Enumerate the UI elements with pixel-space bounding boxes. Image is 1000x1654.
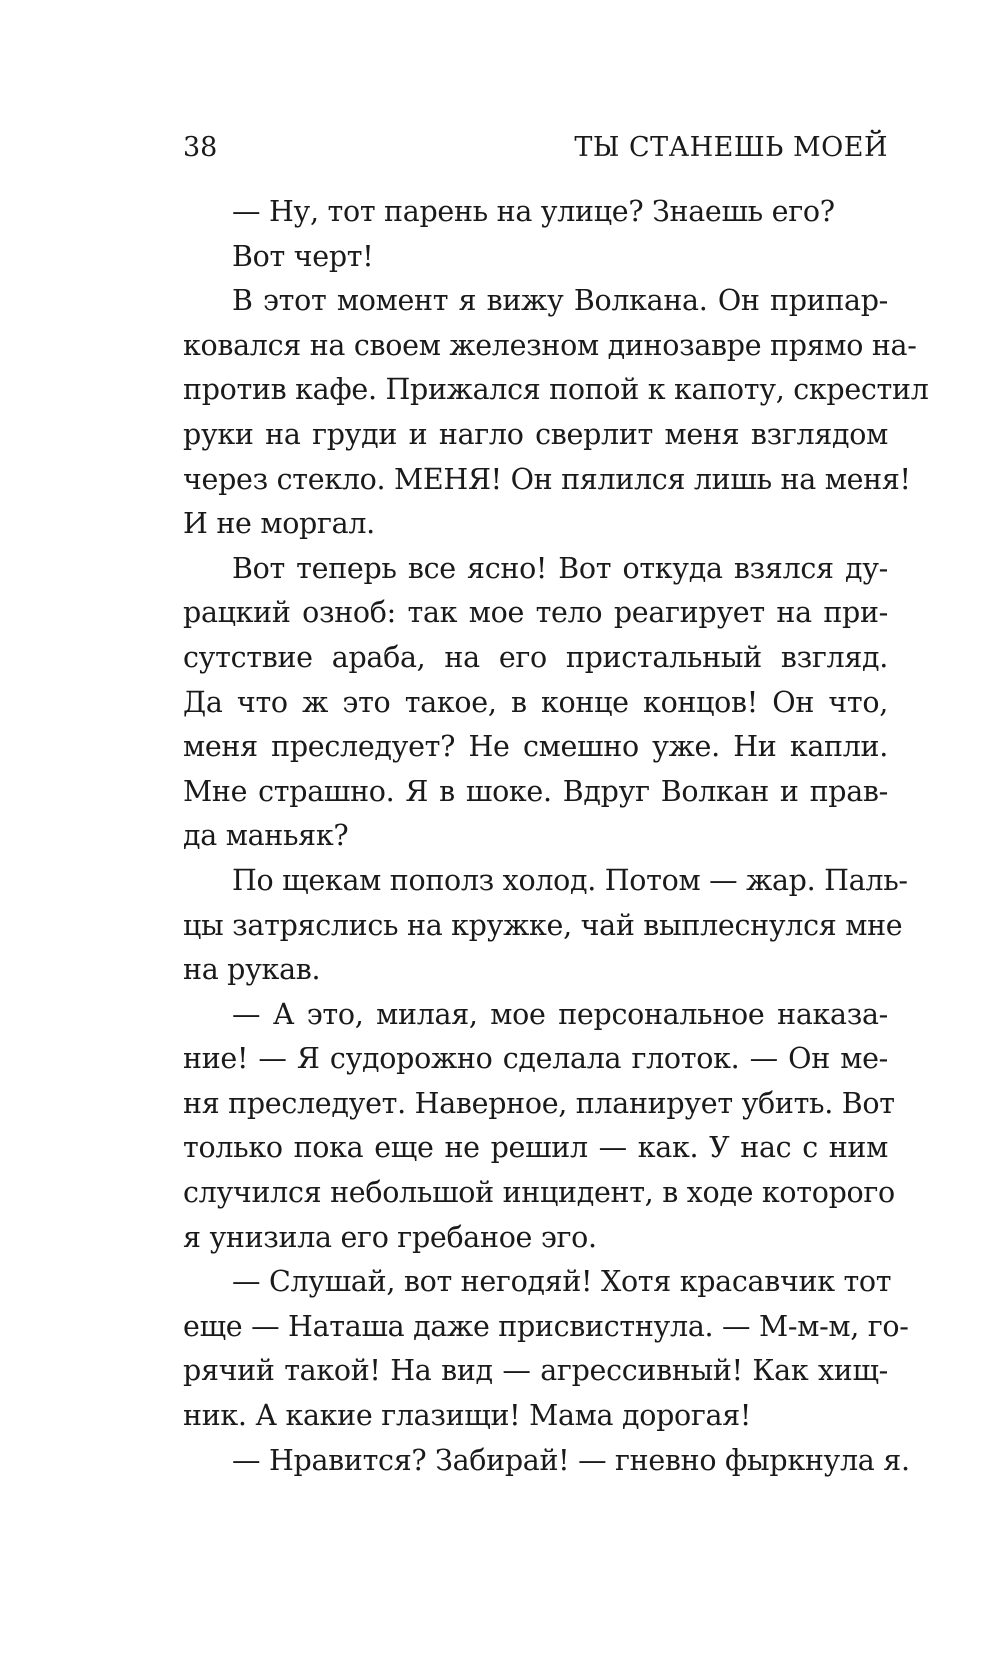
paragraph [183, 190, 888, 235]
text-line: ние! — Я судорожно сделала глоток. — Он ме- [183, 1042, 888, 1076]
text-line: — А это, милая, мое персональное наказа- [232, 997, 888, 1031]
paragraph [183, 859, 908, 993]
running-header [183, 128, 888, 168]
paragraph [183, 279, 929, 547]
paragraph [183, 547, 888, 859]
text-line: против кафе. Прижался попой к капоту, скрестил [183, 373, 929, 407]
text-line: В этот момент я вижу Волкана. Он припар- [232, 284, 888, 318]
text-line: По щекам пополз холод. Потом — жар. Паль- [232, 863, 908, 897]
text-line: ня преследует. Наверное, планирует убить. Вот [183, 1086, 895, 1120]
text-line: на рукав. [183, 953, 321, 987]
text-line: сутствие араба, на его пристальный взгляд. [183, 640, 888, 674]
paragraph [183, 235, 888, 280]
text-line: — Слушай, вот негодяй! Хотя красавчик тот [232, 1265, 892, 1299]
text-line: цы затряслись на кружке, чай выплеснулся мне [183, 908, 903, 942]
page-number: 38 [183, 132, 218, 163]
text-line: рацкий озноб: так мое тело реагирует на при- [183, 596, 888, 630]
text-line: Да что ж это такое, в конце концов! Он что, [183, 685, 888, 719]
text-line: руки на груди и нагло сверлит меня взглядом [183, 417, 888, 451]
text-line: я унизила его гребаное эго. [183, 1220, 597, 1254]
text-line: еще — Наташа даже присвистнула. — М-м-м, го- [183, 1309, 909, 1343]
text-line: Вот теперь все ясно! Вот откуда взялся ду- [232, 551, 888, 585]
text-line: только пока еще не решил — как. У нас с ним [183, 1131, 888, 1165]
text-line: рячий такой! На вид — агрессивный! Как хищ- [183, 1354, 888, 1388]
text-line: И не моргал. [183, 507, 375, 541]
paragraph [183, 993, 895, 1261]
paragraph [183, 1260, 909, 1438]
body-text [183, 190, 929, 1483]
text-line: меня преследует? Не смешно уже. Ни капли. [183, 730, 888, 764]
text-line: ковался на своем железном динозавре прямо на- [183, 328, 917, 362]
text-line: — Нравится? Забирай! — гневно фыркнула я. [232, 1443, 910, 1477]
text-line: да маньяк? [183, 819, 349, 853]
text-line: Мне страшно. Я в шоке. Вдруг Волкан и прав- [183, 774, 888, 808]
text-line: — Ну, тот парень на улице? Знаешь его? [232, 195, 835, 228]
text-line: случился небольшой инцидент, в ходе которого [183, 1176, 895, 1210]
paragraph [183, 1439, 910, 1484]
text-line: Вот черт! [232, 239, 374, 273]
text-line: через стекло. МЕНЯ! Он пялился лишь на меня! [183, 462, 911, 496]
book-title: ТЫ СТАНЕШЬ МОЕЙ [574, 132, 888, 163]
text-line: ник. А какие глазищи! Мама дорогая! [183, 1399, 752, 1433]
